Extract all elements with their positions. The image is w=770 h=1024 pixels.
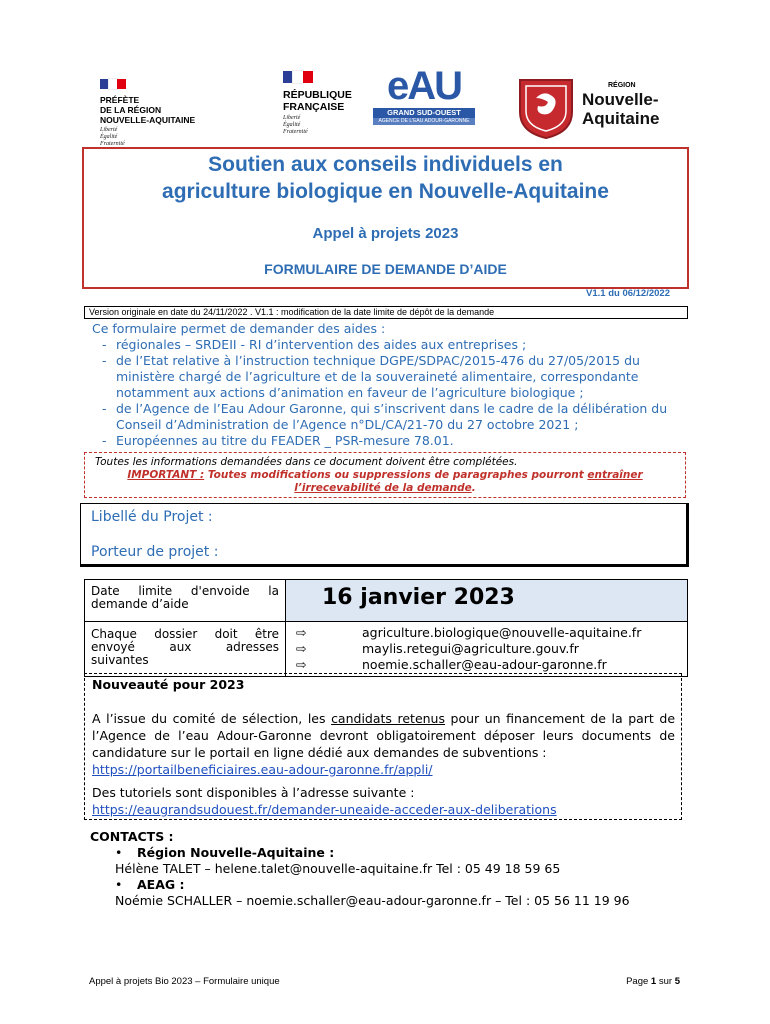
table-cell bbox=[85, 580, 286, 622]
warning-line-2 bbox=[85, 469, 685, 482]
news-title: Nouveauté pour 2023 bbox=[92, 677, 245, 692]
list-item-text: régionales – SRDEII - RI d’intervention des aides aux entreprises ; bbox=[116, 337, 527, 352]
deadline-table bbox=[84, 579, 688, 677]
prefet-line: NOUVELLE-AQUITAINE bbox=[100, 115, 196, 125]
contact-item bbox=[90, 877, 690, 893]
region-name-line2: Aquitaine bbox=[582, 109, 660, 128]
email-row bbox=[296, 625, 687, 641]
news-underlined: candidats retenus bbox=[331, 711, 445, 726]
warning-text: . bbox=[471, 482, 476, 494]
list-item bbox=[88, 433, 688, 449]
contacts-title: CONTACTS : bbox=[90, 829, 174, 844]
list-item bbox=[88, 353, 688, 401]
motto-line: Égalité bbox=[283, 122, 301, 128]
contact-title: Région Nouvelle-Aquitaine : bbox=[137, 845, 335, 860]
news-paragraph bbox=[92, 710, 681, 761]
warning-text: Toutes modifications ou suppressions de paragraphes pourront bbox=[204, 469, 588, 481]
dash-bullet: - bbox=[102, 433, 107, 448]
warning-underlined: l’irrecevabilité de la demande bbox=[294, 482, 472, 494]
footer-page-number bbox=[600, 976, 680, 987]
eau-logo-subband: AGENCE DE L'EAU ADOUR-GARONNE bbox=[373, 118, 475, 125]
logo-region-nouvelle-aquitaine bbox=[516, 76, 686, 140]
motto-line: Liberté bbox=[283, 115, 301, 121]
portal-link[interactable] bbox=[92, 761, 681, 778]
contacts-section bbox=[90, 829, 690, 909]
arrow-right-icon: ⇨ bbox=[296, 641, 307, 656]
list-item-text: de l’Agence de l’Eau Adour Garonne, qui s’inscrivent dans le cadre de la délibération du Conseil d’Administration de l’Agence n°DL/CA/21-70 du 27 octobre 2021 ; bbox=[116, 401, 668, 432]
warning-underlined: entraîner bbox=[587, 469, 643, 481]
bullet-icon: • bbox=[115, 845, 123, 860]
dash-bullet: - bbox=[102, 401, 107, 416]
deadline-label: Date limite d'envoide la demande d’aide bbox=[91, 584, 279, 611]
dash-bullet: - bbox=[102, 353, 107, 368]
contact-text: Hélène TALET – helene.talet@nouvelle-aquitaine.fr Tel : 05 49 18 59 65 bbox=[115, 861, 561, 876]
list-item-text: Européennes au titre du FEADER _ PSR-mesure 78.01. bbox=[116, 433, 454, 448]
warning-line-1: Toutes les informations demandées dans ce document doivent être complétées. bbox=[95, 456, 518, 468]
title-box bbox=[82, 147, 689, 289]
list-item bbox=[88, 337, 688, 353]
news-text: A l’issue du comité de sélection, les bbox=[92, 711, 332, 726]
dash-bullet: - bbox=[102, 337, 107, 352]
table-row bbox=[85, 580, 688, 622]
arrow-right-icon: ⇨ bbox=[296, 657, 307, 672]
region-shield-icon bbox=[516, 76, 576, 140]
news-text: pour un financement de la part de l’Agence de l’eau Adour-Garonne devront obligatoirement déposer leurs documents de candidature sur le portail en ligne dédié aux demandes de subventions : bbox=[92, 711, 676, 760]
region-name-line1: Nouvelle- bbox=[582, 90, 659, 109]
eau-logo-band: GRAND SUD-OUEST bbox=[373, 108, 475, 118]
prefet-line: DE LA RÉGION bbox=[100, 105, 162, 115]
portal-url[interactable]: https://portailbeneficiaires.eau-adour-garonne.fr/appli/ bbox=[92, 762, 433, 777]
intro-lead: Ce formulaire permet de demander des aides : bbox=[92, 321, 386, 336]
important-label: IMPORTANT : bbox=[127, 469, 205, 481]
republique-line: FRANÇAISE bbox=[283, 101, 345, 113]
french-flag-icon bbox=[283, 68, 313, 80]
tutorial-link[interactable] bbox=[92, 801, 681, 818]
table-cell bbox=[85, 622, 286, 677]
logo-prefete bbox=[100, 74, 230, 148]
footer-page: 1 bbox=[650, 976, 657, 987]
warning-box bbox=[84, 452, 686, 498]
list-item bbox=[88, 401, 688, 433]
send-instructions: Chaque dossier doit être envoyé aux adresses suivantes bbox=[91, 627, 279, 667]
appel-projets-title: Appel à projets 2023 bbox=[312, 225, 459, 242]
project-holder-field[interactable]: Porteur de projet : bbox=[91, 544, 219, 560]
title-line-1: Soutien aux conseils individuels en bbox=[208, 153, 563, 176]
motto-line: Fraternité bbox=[283, 129, 308, 135]
email-row bbox=[296, 657, 687, 673]
table-cell bbox=[286, 580, 688, 622]
aid-list bbox=[88, 337, 688, 449]
arrow-right-icon: ⇨ bbox=[296, 625, 307, 640]
footer-left: Appel à projets Bio 2023 – Formulaire unique bbox=[89, 976, 280, 987]
eau-logo-word: eAU bbox=[386, 64, 462, 108]
logo-republique bbox=[283, 68, 363, 136]
republique-line: RÉPUBLIQUE bbox=[283, 89, 352, 101]
email-link[interactable]: agriculture.biologique@nouvelle-aquitaine.fr bbox=[362, 625, 642, 640]
tutorial-url[interactable]: https://eaugrandsudouest.fr/demander-uneaide-acceder-aux-deliberations bbox=[92, 802, 557, 817]
intro-section bbox=[88, 321, 688, 449]
version-history-line: Version originale en date du 24/11/2022 . V1.1 : modification de la date limite de dépôt de la demande bbox=[84, 306, 688, 319]
region-small-label: RÉGION bbox=[608, 82, 636, 89]
prefet-line: PRÉFÈTE bbox=[100, 95, 140, 105]
title-line-2: agriculture biologique en Nouvelle-Aquitaine bbox=[162, 180, 609, 203]
list-item-text: de l’Etat relative à l’instruction technique DGPE/SDPAC/2015-476 du 27/05/2015 du ministère chargé de l’agriculture et de la souveraineté alimentaire, correspondante notamment aux actions d’animation en faveur de l’agriculture biologique ; bbox=[116, 353, 640, 400]
table-cell bbox=[286, 622, 688, 677]
project-label-field[interactable]: Libellé du Projet : bbox=[91, 509, 213, 525]
logo-eau-grand-sud-ouest bbox=[373, 66, 475, 125]
tutorial-text: Des tutoriels sont disponibles à l’adresse suivante : bbox=[92, 785, 415, 800]
table-row bbox=[85, 622, 688, 677]
formulaire-title: FORMULAIRE DE DEMANDE D’AIDE bbox=[264, 261, 507, 277]
version-label: V1.1 du 06/12/2022 bbox=[586, 288, 670, 299]
bullet-icon: • bbox=[115, 877, 123, 892]
news-box bbox=[84, 673, 682, 820]
deadline-date: 16 janvier 2023 bbox=[322, 585, 515, 610]
contact-text: Noémie SCHALLER – noemie.schaller@eau-adour-garonne.fr – Tel : 05 56 11 19 96 bbox=[115, 893, 630, 908]
email-row bbox=[296, 641, 687, 657]
motto-line: Fraternité bbox=[100, 141, 125, 147]
footer-page-mid: sur bbox=[656, 976, 675, 987]
footer-page-prefix: Page bbox=[626, 976, 651, 987]
french-flag-icon bbox=[100, 74, 126, 84]
motto-line: Égalité bbox=[100, 134, 118, 140]
contact-title: AEAG : bbox=[137, 877, 185, 892]
email-link[interactable]: maylis.retegui@agriculture.gouv.fr bbox=[362, 641, 579, 656]
warning-line-3 bbox=[85, 482, 685, 495]
email-link[interactable]: noemie.schaller@eau-adour-garonne.fr bbox=[362, 657, 607, 672]
contact-item bbox=[90, 845, 690, 861]
motto-line: Liberté bbox=[100, 127, 118, 133]
footer-page-total: 5 bbox=[674, 976, 680, 987]
project-info-box bbox=[80, 503, 689, 567]
